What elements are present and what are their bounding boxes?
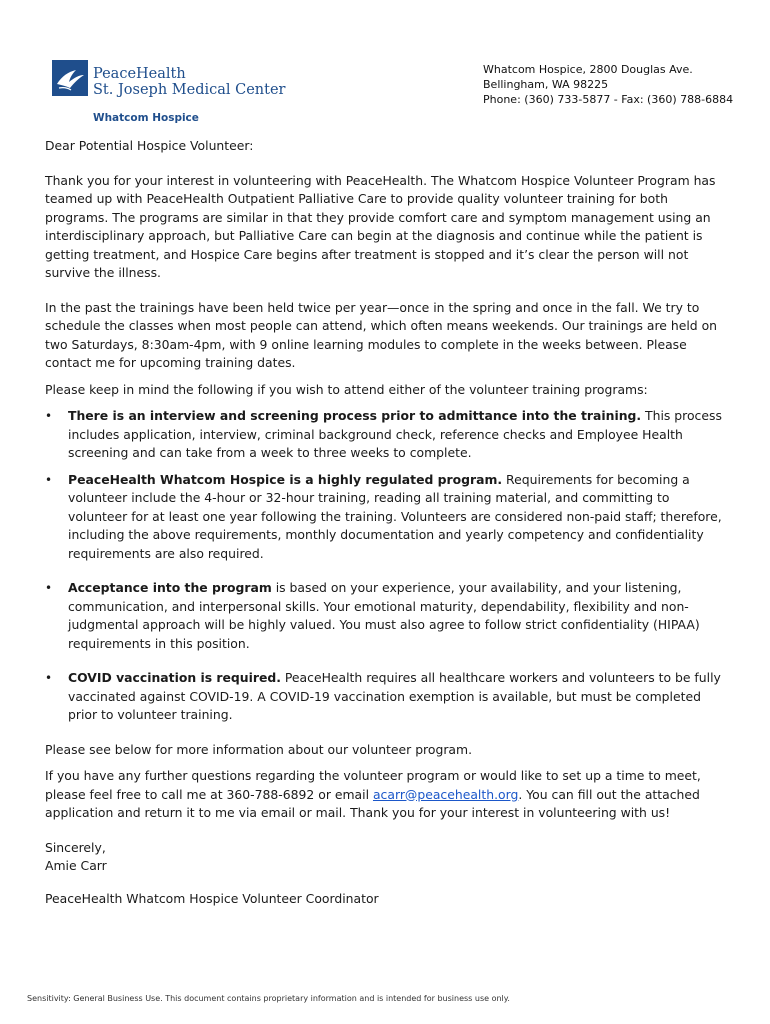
paragraph-contact bbox=[45, 767, 730, 823]
address-phone-fax: Phone: (360) 733-5877 - Fax: (360) 788-6884 bbox=[483, 93, 734, 106]
signer-name: Amie Carr bbox=[45, 858, 107, 873]
list-item-text: is based on your experience, your availability, and your listening, communication, and interpersonal skills. Your emotional maturity, dependability, flexibility and non-judgmental approach will be highly valued. You must also agree to follow strict confidentiality (HIPAA) requirements in this position. bbox=[68, 580, 700, 651]
paragraph-intro: Thank you for your interest in volunteering with PeaceHealth. The Whatcom Hospice Volunteer Program has teamed up with PeaceHealth Outpatient Palliative Care to provide quality volunteer training for both programs. The programs are similar in that they provide comfort care and symptom management using an interdisciplinary approach, but Palliative Care can begin at the diagnosis and continue while the patient is getting treatment, and Hospice Care begins after treatment is stopped and it’s clear the person will not survive the illness. bbox=[45, 172, 716, 280]
sensitivity-footer: Sensitivity: General Business Use. This document contains proprietary information and is intended for business use only. bbox=[27, 994, 510, 1003]
list-item-heading: PeaceHealth Whatcom Hospice is a highly regulated program. bbox=[68, 471, 503, 487]
requirements-list bbox=[45, 407, 730, 725]
peacehealth-dove-icon bbox=[52, 60, 88, 96]
bullet-icon: • bbox=[45, 472, 53, 487]
paragraph-more-info: Please see below for more information about our volunteer program. bbox=[45, 741, 473, 757]
greeting: Dear Potential Hospice Volunteer: bbox=[45, 138, 254, 153]
address-line2: Bellingham, WA 98225 bbox=[483, 78, 609, 91]
address-line1: Whatcom Hospice, 2800 Douglas Ave. bbox=[483, 63, 693, 76]
bullet-icon: • bbox=[45, 409, 53, 423]
list-item bbox=[45, 669, 730, 725]
list-item-heading: Acceptance into the program bbox=[68, 580, 272, 595]
list-item-heading: COVID vaccination is required. bbox=[68, 670, 281, 685]
email-link[interactable]: acarr@peacehealth.org bbox=[372, 786, 519, 802]
list-item bbox=[45, 407, 730, 463]
list-item-text: PeaceHealth requires all healthcare workers and volunteers to be fully vaccinated against COVID-19. A COVID-19 vaccination exemption is available, but must be completed prior to volunteer training. bbox=[68, 670, 721, 722]
bullet-icon: • bbox=[45, 581, 53, 595]
closing: Sincerely, bbox=[45, 839, 106, 855]
org-name-line2: St. Joseph Medical Center bbox=[93, 82, 286, 98]
contact-text-after: . You can fill out the attached application and return it to me via email or mail. Thank you for your interest in volunteering with us! bbox=[45, 786, 700, 820]
letter-body bbox=[45, 137, 730, 908]
peacehealth-logo bbox=[52, 60, 286, 130]
logo-subtitle: Whatcom Hospice bbox=[93, 112, 199, 124]
org-name-line1: PeaceHealth bbox=[93, 66, 186, 82]
list-item-text: Requirements for becoming a volunteer include the 4-hour or 32-hour training, reading all training material, and committing to volunteer for at least one year following the training. Volunteers are considered non-paid staff; therefore, including the above requirements, monthly documentation and yearly competency and confidentiality requirements are also required. bbox=[68, 471, 722, 561]
list-item bbox=[45, 471, 730, 564]
signer-title: PeaceHealth Whatcom Hospice Volunteer Coordinator bbox=[45, 890, 379, 906]
list-item-heading: There is an interview and screening process prior to admittance into the training. bbox=[68, 408, 642, 423]
contact-text-before: If you have any further questions regarding the volunteer program or would like to set up a time to meet, please feel free to call me at 360-788-6892 or email bbox=[45, 768, 701, 802]
sender-address bbox=[483, 62, 733, 107]
paragraph-requirements-intro: Please keep in mind the following if you wish to attend either of the volunteer training programs: bbox=[45, 381, 648, 397]
bullet-icon: • bbox=[45, 671, 53, 685]
list-item-text: This process includes application, interview, criminal background check, reference checks and Employee Health screening and can take from a week to three weeks to complete. bbox=[68, 408, 722, 460]
org-name bbox=[93, 66, 286, 98]
list-item bbox=[45, 579, 730, 653]
paragraph-trainings: In the past the trainings have been held twice per year—once in the spring and once in the fall. We try to schedule the classes when most people can attend, which often means weekends. Our trainings are held on two Saturdays, 8:30am-4pm, with 9 online learning modules to complete in the weeks between. Please contact me for upcoming training dates. bbox=[45, 299, 718, 370]
